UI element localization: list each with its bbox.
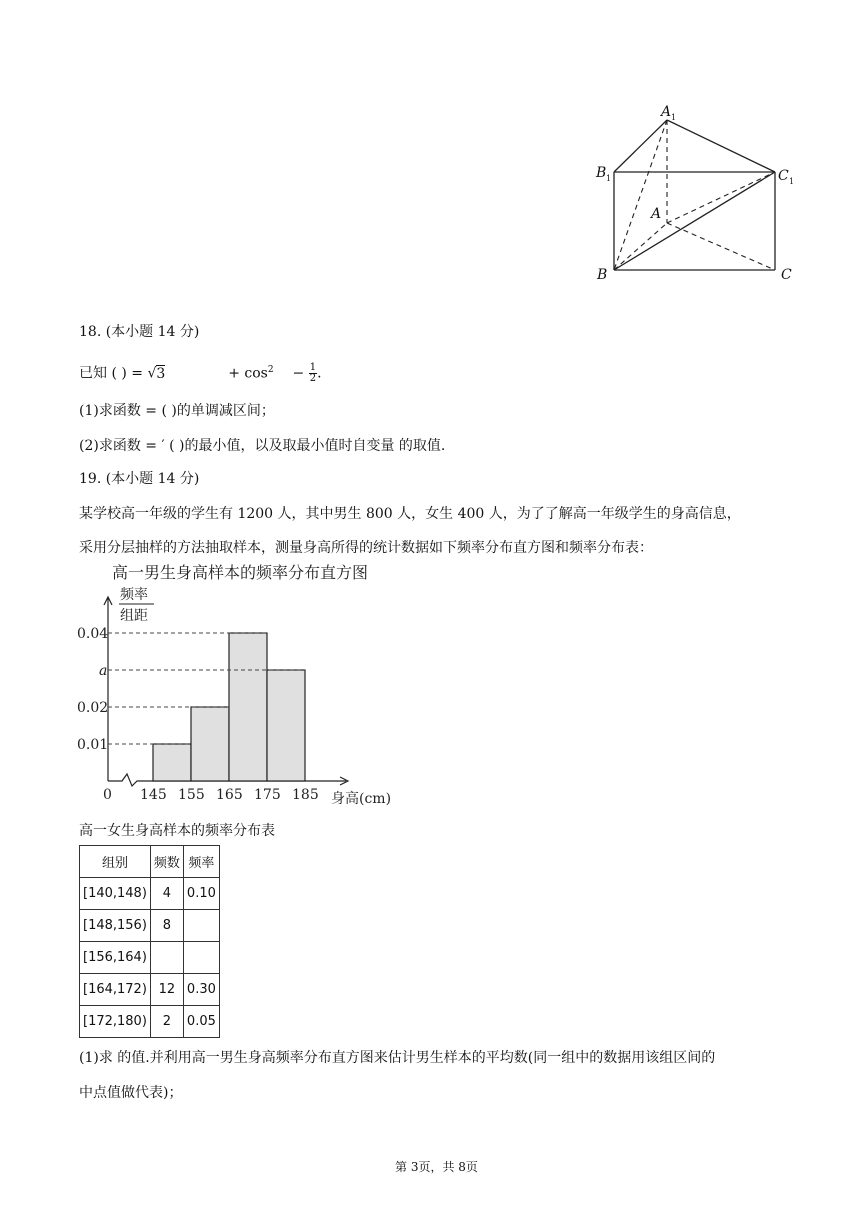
label-A1-sub: 1: [671, 113, 677, 122]
histogram-bar: [153, 744, 191, 781]
table-cell: 0.10: [183, 878, 219, 910]
q19-part1-line1: (1)求 的值.并利用高一男生身高频率分布直方图来估计男生样本的平均数(同一组中的数据用该组区间的: [79, 1050, 716, 1066]
label-B1-sub: 1: [606, 174, 612, 183]
table-row: [80, 942, 220, 974]
q19-part1-line2: 中点值做代表)；: [79, 1085, 183, 1101]
histogram-bar: [267, 670, 305, 781]
x-tick-label: 145: [140, 787, 167, 803]
label-B1: B: [596, 165, 607, 181]
table-cell: [140,148): [80, 878, 151, 910]
q18-half-num: 1: [309, 362, 317, 374]
label-C: C: [781, 267, 792, 283]
x-tick-label: 185: [292, 787, 319, 803]
table-cell: 2: [150, 1006, 183, 1038]
table-cell: 12: [150, 974, 183, 1006]
header-freq: 频率: [183, 846, 219, 878]
q19-para1: 某学校高一年级的学生有 1200 人，其中男生 800 人，女生 400 人，为了了解高一年级学生的身高信息，: [79, 506, 741, 522]
label-C1-sub: 1: [789, 177, 795, 186]
x-tick-label: 175: [254, 787, 281, 803]
y-label-numerator: 频率: [120, 587, 148, 603]
x-tick-label: 165: [216, 787, 243, 803]
header-count: 频数: [150, 846, 183, 878]
table-row: [80, 910, 220, 942]
table-cell: [156,164): [80, 942, 151, 974]
female-table-caption: 高一女生身高样本的频率分布表: [79, 823, 275, 839]
table-cell: 0.30: [183, 974, 219, 1006]
chart-title: 高一男生身高样本的频率分布直方图: [112, 563, 369, 582]
q18-period: .: [317, 365, 322, 382]
q18-sqrt3: 3: [156, 365, 166, 382]
female-frequency-table: [79, 845, 220, 1038]
label-B: B: [597, 267, 608, 283]
q19-header: 19. (本小题 14 分): [79, 471, 200, 487]
table-row: [80, 878, 220, 910]
label-A1: A: [661, 104, 672, 120]
q18-fraction: [309, 363, 317, 384]
q18-part2: (2)求函数 = ′ ( )的最小值，以及取最小值时自变量 的取值.: [79, 438, 446, 454]
histogram-bar: [191, 707, 229, 781]
q18-minus: −: [292, 365, 305, 382]
label-A: A: [651, 206, 662, 222]
table-cell: 8: [150, 910, 183, 942]
q18-given-paren: ( ) =: [111, 365, 144, 382]
label-C1: C: [778, 168, 789, 184]
histogram-bar: [229, 633, 267, 781]
sqrt-symbol: √3: [147, 365, 166, 382]
male-height-histogram: [70, 555, 410, 815]
table-cell: [172,180): [80, 1006, 151, 1038]
header-group: 组别: [80, 846, 151, 878]
table-cell: 4: [150, 878, 183, 910]
table-cell: [164,172): [80, 974, 151, 1006]
origin-label: 0: [103, 787, 112, 803]
table-row: [80, 1006, 220, 1038]
prism-figure: [585, 98, 805, 288]
table-cell: [183, 910, 219, 942]
q18-part1: (1)求函数 = ( )的单调减区间；: [79, 403, 275, 419]
q18-cos-power: 2: [267, 365, 274, 375]
table-cell: [183, 942, 219, 974]
y-tick-label: 0.02: [77, 700, 109, 716]
page-footer: 第 3页，共 8页: [395, 1160, 478, 1174]
q19-para2: 采用分层抽样的方法抽取样本，测量身高所得的统计数据如下频率分布直方图和频率分布表：: [79, 540, 653, 556]
y-label-denominator: 组距: [120, 608, 148, 624]
x-tick-label: 155: [178, 787, 205, 803]
y-tick-label: a: [99, 663, 108, 679]
q18-header: 18. (本小题 14 分): [79, 324, 200, 340]
q18-given-prefix: 已知: [79, 365, 107, 382]
q18-given: [79, 357, 322, 387]
q18-half-den: 2: [309, 373, 317, 385]
table-cell: 0.05: [183, 1006, 219, 1038]
q18-cos: + cos: [228, 365, 268, 382]
table-header-row: [80, 846, 220, 878]
x-axis-label: 身高(cm): [331, 791, 392, 807]
table-row: [80, 974, 220, 1006]
y-tick-label: 0.04: [77, 626, 109, 642]
table-cell: [150, 942, 183, 974]
y-tick-label: 0.01: [77, 737, 109, 753]
table-cell: [148,156): [80, 910, 151, 942]
